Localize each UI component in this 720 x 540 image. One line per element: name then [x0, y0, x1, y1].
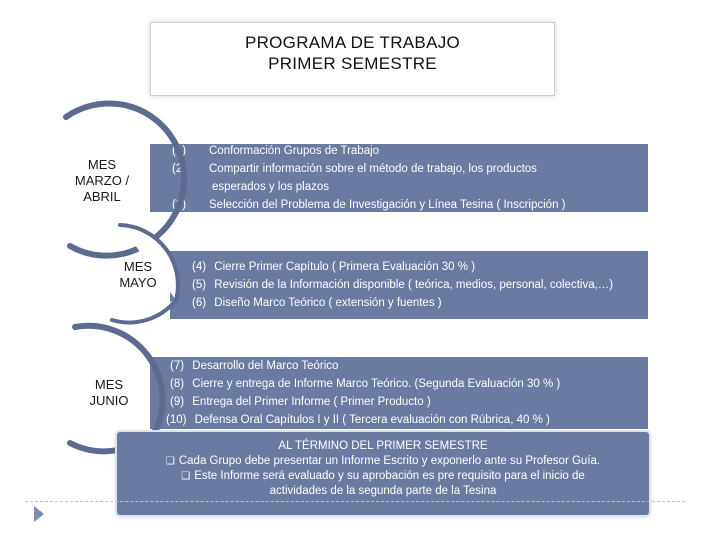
- month-1-line-1: MES: [87, 157, 117, 172]
- month-2-line-1: MES: [123, 259, 153, 274]
- bottom-divider: [25, 501, 685, 502]
- band1-item-2-num: (2): [172, 163, 187, 175]
- month-junio: [79, 377, 139, 409]
- band3-item-9-num: (9): [170, 396, 185, 408]
- month-mayo: [108, 259, 168, 291]
- band1-item-2-text: Compartir información sobre el método de trabajo, los productos: [209, 163, 537, 175]
- band2-item-6-num: (6): [192, 297, 207, 309]
- band2-item-4-num: (4): [192, 261, 207, 273]
- band2-item-6-text: Diseño Marco Teórico ( extensión y fuentes ): [214, 297, 442, 309]
- band1-item-2-cont-text: esperados y los plazos: [212, 181, 329, 193]
- conclusion-box: [117, 432, 649, 515]
- conclusion-item-1-text: Cada Grupo debe presentar un Informe Escrito y exponerlo ante su Profesor Guía.: [178, 455, 601, 467]
- conclusion-item-2: [131, 469, 635, 484]
- band3-item-9-text: Entrega del Primer Informe ( Primer Producto ): [192, 396, 431, 408]
- conclusion-title: AL TÉRMINO DEL PRIMER SEMESTRE: [278, 440, 488, 452]
- band1-item-3-text: Selección del Problema de Investigación y Línea Tesina ( Inscripción ): [209, 199, 566, 211]
- month-1-line-2: MARZO /: [74, 173, 130, 188]
- band3-item-10-num: (10): [166, 414, 187, 426]
- month-marzo-abril: [62, 157, 142, 205]
- band3-item-7-num: (7): [170, 360, 185, 372]
- band1-item-3-num: (3): [172, 199, 187, 211]
- conclusion-item-1: [131, 454, 635, 469]
- band3-item-8-text: Cierre y entrega de Informe Marco Teórico. (Segunda Evaluación 30 % ): [192, 378, 561, 390]
- month-3-line-2: JUNIO: [89, 393, 129, 408]
- checkbox-bullet-icon: ❑: [165, 456, 175, 467]
- corner-arrow-icon: [33, 505, 45, 523]
- band2-item-5-text: Revisión de la Información disponible ( teórica, medios, personal, colectiva,…): [214, 279, 614, 291]
- title-line-1: PROGRAMA DE TRABAJO: [244, 33, 461, 52]
- band1-item-1-num: (1): [172, 145, 187, 157]
- band1-item-1-text: Conformación Grupos de Trabajo: [209, 145, 380, 157]
- band3-item-10-text: Defensa Oral Capítulos I y II ( Tercera evaluación con Rúbrica, 40 % ): [194, 414, 550, 426]
- title-line-2: PRIMER SEMESTRE: [268, 54, 437, 73]
- conclusion-item-2-cont-text: actividades de la segunda parte de la Tesina: [269, 485, 497, 497]
- conclusion-item-2-cont: [131, 484, 635, 499]
- band3-item-8-num: (8): [170, 378, 185, 390]
- month-3-line-1: MES: [94, 377, 124, 392]
- checkbox-bullet-icon: ❑: [181, 471, 191, 482]
- band2-item-5-num: (5): [192, 279, 207, 291]
- month-2-line-2: MAYO: [119, 275, 157, 290]
- conclusion-item-2-text: Este Informe será evaluado y su aprobación es pre requisito para el inicio de: [194, 470, 585, 482]
- band3-item-7-text: Desarrollo del Marco Teórico: [192, 360, 339, 372]
- month-1-line-3: ABRIL: [83, 189, 121, 204]
- band2-item-4-text: Cierre Primer Capítulo ( Primera Evaluación 30 % ): [214, 261, 476, 273]
